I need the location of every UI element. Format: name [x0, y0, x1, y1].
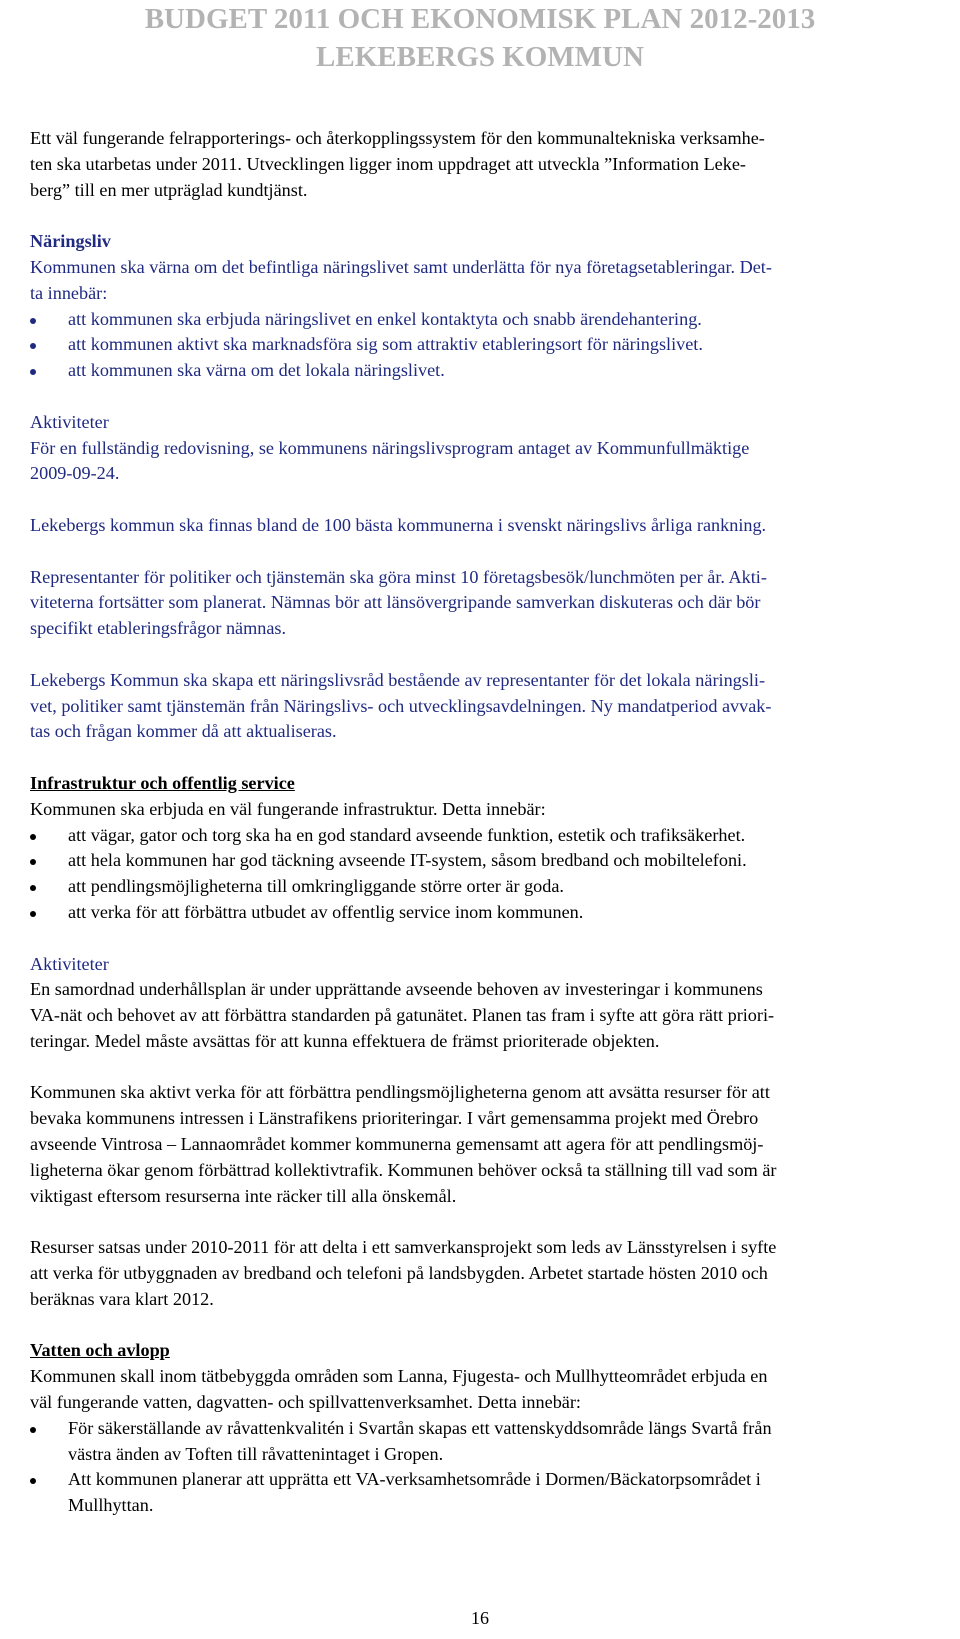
- text-line: Kommunen ska värna om det befintliga näringslivet samt underlätta för nya företagsetableringar. Det-: [30, 256, 772, 277]
- list-item: att kommunen aktivt ska marknadsföra sig som attraktiv etableringsort för näringslivet.: [30, 332, 930, 358]
- text-line: teringar. Medel måste avsättas för att kunna effektuera de främst prioriterade objekten.: [30, 1030, 660, 1051]
- text-line: VA-nät och behovet av att förbättra standarden på gatunätet. Planen tas fram i syfte att göra rätt priori-: [30, 1005, 775, 1026]
- text-line: Lekebergs Kommun ska skapa ett näringslivsråd bestående av representanter för det lokala näringsli-: [30, 669, 765, 690]
- section-heading-naringsliv: Näringsliv: [30, 231, 111, 252]
- text-line: väl fungerande vatten, dagvatten- och spillvattenverksamhet. Detta innebär:: [30, 1392, 581, 1413]
- bullet-icon: [30, 318, 36, 324]
- text-line: ta innebär:: [30, 282, 108, 303]
- list-item: att vägar, gator och torg ska ha en god standard avseende funktion, estetik och trafiksäkerhet.: [30, 823, 930, 849]
- list-item: att kommunen ska värna om det lokala näringslivet.: [30, 358, 930, 384]
- naringsliv-paragraph: [30, 436, 930, 488]
- infrastruktur-intro: Kommunen ska erbjuda en väl fungerande infrastruktur. Detta innebär:: [30, 798, 546, 819]
- text-line: bevaka kommunens intressen i Länstrafikens prioriteringar. I vårt gemensamma projekt med Örebro: [30, 1108, 759, 1129]
- section-heading-infrastruktur: Infrastruktur och offentlig service: [30, 772, 295, 793]
- text-line: Kommunen ska aktivt verka för att förbättra pendlingsmöjligheterna genom att avsätta resurser för att: [30, 1082, 770, 1103]
- list-item: att hela kommunen har god täckning avseende IT-system, såsom bredband och mobiltelefoni.: [30, 848, 930, 874]
- text-line: Ett väl fungerande felrapporterings- och återkopplingssystem för den kommunaltekniska verksamhe-: [30, 128, 765, 148]
- text-line: För en fullständig redovisning, se kommunens näringslivsprogram antaget av Kommunfullmäktige: [30, 437, 750, 458]
- list-item: [30, 1467, 930, 1519]
- text-line: att verka för utbyggnaden av bredband och telefoni på landsbygden. Arbetet startade hösten 2010 och: [30, 1263, 768, 1284]
- header-subtitle: LEKEBERGS KOMMUN: [316, 41, 644, 73]
- bullet-icon: [30, 369, 36, 375]
- infrastruktur-paragraph: [30, 1080, 930, 1209]
- list-item: [30, 1416, 930, 1468]
- text-line: 2009-09-24.: [30, 463, 120, 484]
- list-item: att verka för att förbättra utbudet av offentlig service inom kommunen.: [30, 900, 930, 926]
- infrastruktur-paragraph: [30, 1235, 930, 1312]
- header-title: BUDGET 2011 OCH EKONOMISK PLAN 2012-2013: [144, 3, 816, 35]
- text-line: specifikt etableringsfrågor nämnas.: [30, 618, 287, 639]
- naringsliv-intro: [30, 255, 930, 307]
- text-line: Resurser satsas under 2010-2011 för att delta i ett samverkansprojekt som leds av Länsstyrelsen i syfte: [30, 1237, 777, 1258]
- page-body: [30, 126, 930, 1519]
- intro-paragraph: [30, 126, 930, 203]
- text-line: västra änden av Toften till råvattenintaget i Gropen.: [68, 1443, 444, 1464]
- bullet-icon: [30, 885, 36, 891]
- naringsliv-bullet-list: [30, 307, 930, 384]
- list-item: att kommunen ska erbjuda näringslivet en enkel kontaktyta och snabb ärendehantering.: [30, 307, 930, 333]
- bullet-icon: [30, 859, 36, 865]
- bullet-icon: [30, 343, 36, 349]
- text-line: Att kommunen planerar att upprätta ett VA-verksamhetsområde i Dormen/Bäckatorpsområdet i: [68, 1469, 761, 1490]
- text-line: ligheterna ökar genom förbättrad kollektivtrafik. Kommunen behöver också ta ställning till vad som är: [30, 1159, 777, 1180]
- text-line: beräknas vara klart 2012.: [30, 1288, 214, 1309]
- naringsliv-paragraph: [30, 565, 930, 642]
- text-line: viktigast eftersom resurserna inte räcker till alla önskemål.: [30, 1185, 457, 1206]
- aktiviteter-heading: Aktiviteter: [30, 411, 109, 432]
- text-line: Kommunen skall inom tätbebyggda områden som Lanna, Fjugesta- och Mullhytteområdet erbjuda en: [30, 1366, 768, 1387]
- text-line: För säkerställande av råvattenkvalitén i Svartån skapas ett vattenskyddsområde längs Svartå från: [68, 1417, 772, 1438]
- vatten-bullet-list: [30, 1416, 930, 1519]
- list-item: att pendlingsmöjligheterna till omkringliggande större orter är goda.: [30, 874, 930, 900]
- bullet-icon: [30, 911, 36, 917]
- infrastruktur-bullet-list: [30, 823, 930, 926]
- aktiviteter-heading: Aktiviteter: [30, 953, 109, 974]
- vatten-intro: [30, 1364, 930, 1416]
- text-line: viteterna fortsätter som planerat. Nämnas bör att länsövergripande samverkan diskuteras och där bör: [30, 592, 761, 613]
- infrastruktur-paragraph: [30, 977, 930, 1054]
- naringsliv-paragraph: Lekebergs kommun ska finnas bland de 100 bästa kommunerna i svenskt näringslivs årliga rankning.: [30, 514, 767, 535]
- naringsliv-paragraph: [30, 668, 930, 745]
- text-line: Representanter för politiker och tjänstemän ska göra minst 10 företagsbesök/lunchmöten per år. Akti-: [30, 566, 767, 587]
- document-header: [0, 0, 960, 76]
- text-line: En samordnad underhållsplan är under upprättande avseende behoven av investeringar i kommunens: [30, 979, 763, 1000]
- text-line: avseende Vintrosa – Lannaområdet kommer kommunerna gemensamt att agera för att pendlingsmöj-: [30, 1134, 764, 1155]
- text-line: Mullhyttan.: [68, 1495, 154, 1516]
- text-line: berg” till en mer utpräglad kundtjänst.: [30, 179, 308, 200]
- text-line: vet, politiker samt tjänstemän från Näringslivs- och utvecklingsavdelningen. Ny mandatperiod avvak-: [30, 695, 772, 716]
- text-line: tas och frågan kommer då att aktualiseras.: [30, 721, 337, 742]
- text-line: ten ska utarbetas under 2011. Utvecklingen ligger inom uppdraget att utveckla ”Information Leke-: [30, 153, 746, 174]
- page-number: 16: [471, 1608, 489, 1628]
- bullet-icon: [30, 834, 36, 840]
- section-heading-vatten: Vatten och avlopp: [30, 1340, 170, 1361]
- bullet-icon: [30, 1427, 36, 1433]
- bullet-icon: [30, 1478, 36, 1484]
